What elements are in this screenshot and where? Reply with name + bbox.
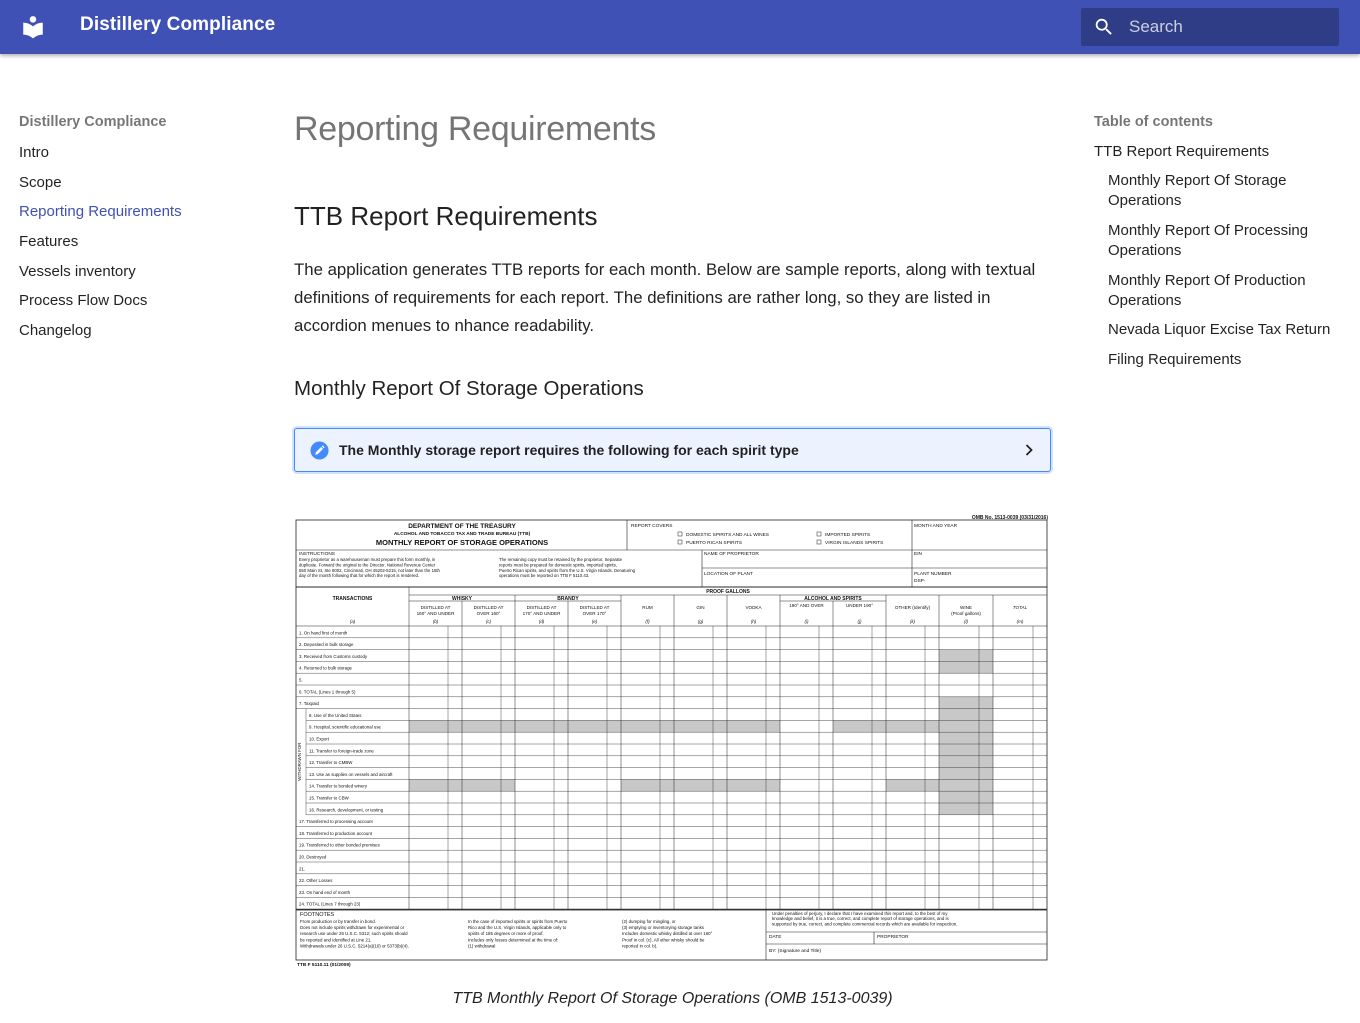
form-row-label: 2. Deposited in bulk storage (299, 642, 354, 648)
form-ein: EIN (914, 552, 922, 557)
form-row-label: 16. Research, development, or testing (309, 807, 384, 813)
toc-item-filing-requirements[interactable]: Filing Requirements (1108, 351, 1242, 369)
form-column-letter: (h) (750, 619, 757, 624)
book-logo-icon[interactable] (20, 14, 46, 40)
form-footnote-line: (1) withdrawal (468, 943, 496, 949)
form-row-label: 13. Use as supplies on vessels and aircraft (309, 771, 393, 777)
form-row-label: 24. TOTAL (Lines 7 through 23) (299, 901, 361, 907)
form-footnote-line: (2) dumping for mingling, or (622, 919, 676, 924)
form-column-letter: (i) (804, 619, 809, 624)
form-instructions-line: duplicate. Forward the original to the Director, National Revenue Center (299, 562, 436, 568)
form-bureau: ALCOHOL AND TOBACCO TAX AND TRADE BUREAU (TTB) (393, 532, 531, 537)
storage-requirements-accordion[interactable] (294, 428, 1051, 472)
form-row-label: 9. Hospital, scientific educational use (309, 724, 381, 730)
form-row-label: 5. (299, 677, 303, 683)
form-instructions-line: The remaining copy must be retained by the proprietor. Separate (499, 557, 623, 562)
form-column-header: DISTILLED AT (526, 605, 557, 610)
form-cover-option: IMPORTED SPIRITS (825, 533, 871, 538)
form-column-header: WINE (960, 605, 972, 610)
form-row-label: 15. Transfer to CBW (309, 795, 349, 801)
form-footnote-line: (3) emptying or inventorying storage tanks (622, 925, 704, 931)
form-name-of-proprietor: NAME OF PROPRIETOR (704, 552, 759, 557)
form-column-letter: (d) (538, 619, 545, 624)
form-alcohol-spirits-header: ALCOHOL AND SPIRITS (804, 596, 862, 602)
form-column-letter: (b) (432, 619, 439, 624)
form-month-year: MONTH AND YEAR (914, 524, 958, 529)
toc-item-storage-operations[interactable]: Monthly Report Of Storage Operations (1108, 172, 1287, 209)
form-dsp: DSP- (914, 579, 926, 584)
form-column-letter: (a) (349, 619, 356, 624)
form-row-label: 3. Received from Customs custody (299, 653, 368, 659)
form-row-label: 17. Transferred to processing account (299, 819, 373, 825)
toc-title: Table of contents (1094, 114, 1213, 130)
form-location-of-plant: LOCATION OF PLANT (704, 572, 753, 577)
form-footnote-line: spirits of 185 degrees or more of proof. (468, 931, 544, 937)
pencil-note-icon (310, 441, 329, 460)
nav-item-scope[interactable]: Scope (19, 173, 62, 191)
form-perjury-line: supported by true, correct, and complete commercial records which are available for inspection. (772, 921, 958, 927)
form-column-letter: (l) (964, 619, 968, 624)
form-footnote-line: Includes domestic whisky distilled at over 160° (622, 931, 713, 937)
form-column-header: OTHER (Identify) (894, 605, 931, 610)
nav-item-vessels-inventory[interactable]: Vessels inventory (19, 262, 136, 280)
form-date-label: DATE (769, 935, 782, 940)
form-footnote-line: From production or by transfer in bond. (300, 919, 376, 924)
form-column-header: RUM (642, 605, 653, 610)
form-row-label: 6. TOTAL (Lines 1 through 5) (299, 689, 356, 695)
form-footnote-line: Includes only losses determined at the time of: (468, 937, 559, 943)
accordion-title: The Monthly storage report requires the following for each spirit type (339, 442, 799, 458)
toc-item-ttb-report-requirements[interactable]: TTB Report Requirements (1094, 143, 1270, 160)
page-title: Reporting Requirements (294, 110, 656, 148)
ttb-storage-report-form-image (294, 512, 1051, 968)
form-row-label: 21. (299, 866, 306, 872)
form-footnote-line: be reported and identified at Line 21. (300, 937, 372, 943)
form-row-label: 10. Export (309, 736, 330, 742)
form-plant-number: PLANT NUMBER (914, 572, 952, 577)
nav-title: Distillery Compliance (19, 114, 167, 130)
form-footnote-line: research use under 26 U.S.C. 5312; such spirits should (300, 931, 408, 937)
nav-item-features[interactable]: Features (19, 233, 79, 251)
form-cover-option: PUERTO RICAN SPIRITS (686, 541, 743, 546)
form-column-letter: (g) (697, 619, 704, 624)
intro-paragraph: The application generates TTB reports for each month. Below are sample reports, along with textual definitions of requirements for each report. The definitions are rather long, so they are listed in accordion menues to nhance readability. (294, 260, 1036, 335)
form-proof-gallons: PROOF GALLONS (706, 589, 750, 595)
form-row-label: 8. Use of the United States (309, 712, 362, 718)
form-footnote-line: In the case of imported spirits or spirits from Puerto (468, 919, 568, 924)
nav-item-process-flow-docs[interactable]: Process Flow Docs (19, 292, 148, 310)
search-box[interactable] (1081, 8, 1339, 46)
nav-item-intro[interactable]: Intro (19, 144, 50, 161)
primary-nav (19, 142, 182, 350)
form-footnote-line: Proof in col. (c). All other whisky should be (622, 937, 705, 943)
form-withdrawn-for: WITHDRAWN FOR (297, 742, 302, 781)
form-column-header: 170° AND UNDER (522, 611, 561, 616)
form-column-header: GIN (696, 605, 705, 610)
form-column-header: OVER 160° (476, 611, 501, 616)
form-column-letter: (j) (857, 619, 862, 624)
form-column-header: TOTAL (1012, 605, 1028, 610)
figure-caption: TTB Monthly Report Of Storage Operations (OMB 1513-0039) (452, 990, 893, 1007)
form-row-label: 19. Transferred to other bonded premises (299, 842, 380, 848)
section-heading: TTB Report Requirements (294, 201, 598, 231)
form-row-label: 18. Transferred to production account (299, 830, 372, 836)
form-dept: DEPARTMENT OF THE TREASURY (408, 523, 516, 530)
form-column-letter: (c) (485, 619, 492, 624)
form-transactions-header: TRANSACTIONS (332, 596, 373, 602)
subsection-heading: Monthly Report Of Storage Operations (294, 377, 644, 400)
form-footnotes-label: FOOTNOTES (300, 912, 335, 918)
form-footnote-line: Rico and the U.S. Virgin Islands, applicable only to (468, 925, 567, 931)
form-omb: OMB No. 1513-0039 (03/31/2016) (971, 515, 1048, 521)
form-column-letter: (e) (591, 619, 598, 624)
form-report-covers: REPORT COVERS (631, 524, 673, 529)
form-instructions-line: 550 Main St, Ste 8002, Cincinnati, OH 45202-5215, not later than the 15th (299, 567, 440, 573)
form-instructions-line: Every proprietor as a warehouseman must prepare this form monthly, in (299, 557, 436, 562)
form-column-header: DISTILLED AT (420, 605, 451, 610)
form-title: MONTHLY REPORT OF STORAGE OPERATIONS (375, 538, 549, 547)
form-instructions-line: reports must be prepared for domestic spirits, imported spirits, (499, 562, 617, 568)
form-column-letter: (k) (909, 619, 916, 624)
form-perjury-line: Under penalties of perjury, I declare that I have examined this report and, to the best of my (772, 911, 948, 916)
nav-item-changelog[interactable]: Changelog (19, 322, 92, 340)
form-column-header: UNDER 190° (845, 603, 874, 608)
form-perjury-line: knowledge and belief, it is a true, correct, and complete report of storage operations, and is (772, 916, 949, 922)
form-row-label: 4. Returned to bulk storage (299, 665, 352, 671)
nav-item-reporting-requirements[interactable]: Reporting Requirements (19, 203, 182, 221)
form-row-label: 7. Taxpaid (299, 701, 319, 707)
form-instructions-line: operations must be reported on TTB F 5110.43. (499, 573, 590, 579)
form-row-label: 14. Transfer to bonded winery (309, 783, 368, 789)
form-cover-option: DOMESTIC SPIRITS AND ALL WINES (686, 533, 769, 538)
top-header (0, 0, 1360, 54)
form-row-label: 20. Destroyed (299, 854, 327, 860)
form-number: TTB F 5110.11 (01/2009) (297, 963, 351, 968)
form-row-label: 1. On hand first of month (299, 630, 348, 636)
form-by-label: BY: (Signature and Title) (769, 949, 821, 954)
form-column-header: DISTILLED AT (579, 605, 610, 610)
form-instructions-line: Puerto Rican spirits, and spirits from the U.S. Virgin Islands. Denaturing (499, 567, 636, 573)
form-column-header: DISTILLED AT (473, 605, 504, 610)
search-input[interactable] (1129, 8, 1329, 46)
form-footnote-line: reported in col. b). (622, 943, 658, 949)
form-footnote-line: Does not include spirits withdrawn for experimental or (300, 925, 405, 931)
form-column-header: OVER 170° (582, 611, 607, 616)
search-icon (1093, 16, 1115, 38)
form-column-letter: (m) (1016, 619, 1024, 624)
form-instructions-label: INSTRUCTIONS (299, 552, 335, 557)
form-column-header: (Proof gallons) (951, 611, 981, 616)
form-row-label: 12. Transfer to CMBW (309, 760, 353, 766)
form-cover-option: VIRGIN ISLANDS SPIRITS (825, 541, 884, 546)
chevron-right-icon (1022, 443, 1036, 457)
form-proprietor-label: PROPRIETOR (877, 935, 909, 940)
toc-item-production-operations[interactable]: Monthly Report Of Production Operations (1108, 271, 1306, 309)
form-column-header: VODKA (745, 605, 762, 610)
form-row-label: 23. On hand end of month (299, 889, 351, 895)
site-title[interactable]: Distillery Compliance (80, 14, 276, 35)
table-of-contents (1094, 142, 1334, 380)
form-column-header: 190° AND OVER (789, 603, 824, 608)
form-row-label: 22. Other Losses (299, 878, 333, 884)
form-whisky-header: WHISKY (452, 596, 472, 602)
form-row-label: 11. Transfer to foreign-trade zone (309, 748, 374, 754)
toc-item-processing-operations[interactable]: Monthly Report Of Processing Operations (1108, 221, 1309, 259)
toc-item-nevada-liquor-excise-tax[interactable]: Nevada Liquor Excise Tax Return (1108, 321, 1331, 339)
form-footnote-line: Withdrawals under 26 U.S.C. 5214(a)(10) or 5373(b)(4). (300, 943, 409, 949)
form-column-letter: (f) (645, 619, 650, 624)
form-column-header: 160° AND UNDER (416, 611, 455, 616)
form-instructions-line: day of the month following that for which the report is rendered. (299, 573, 420, 579)
form-brandy-header: BRANDY (557, 596, 579, 602)
